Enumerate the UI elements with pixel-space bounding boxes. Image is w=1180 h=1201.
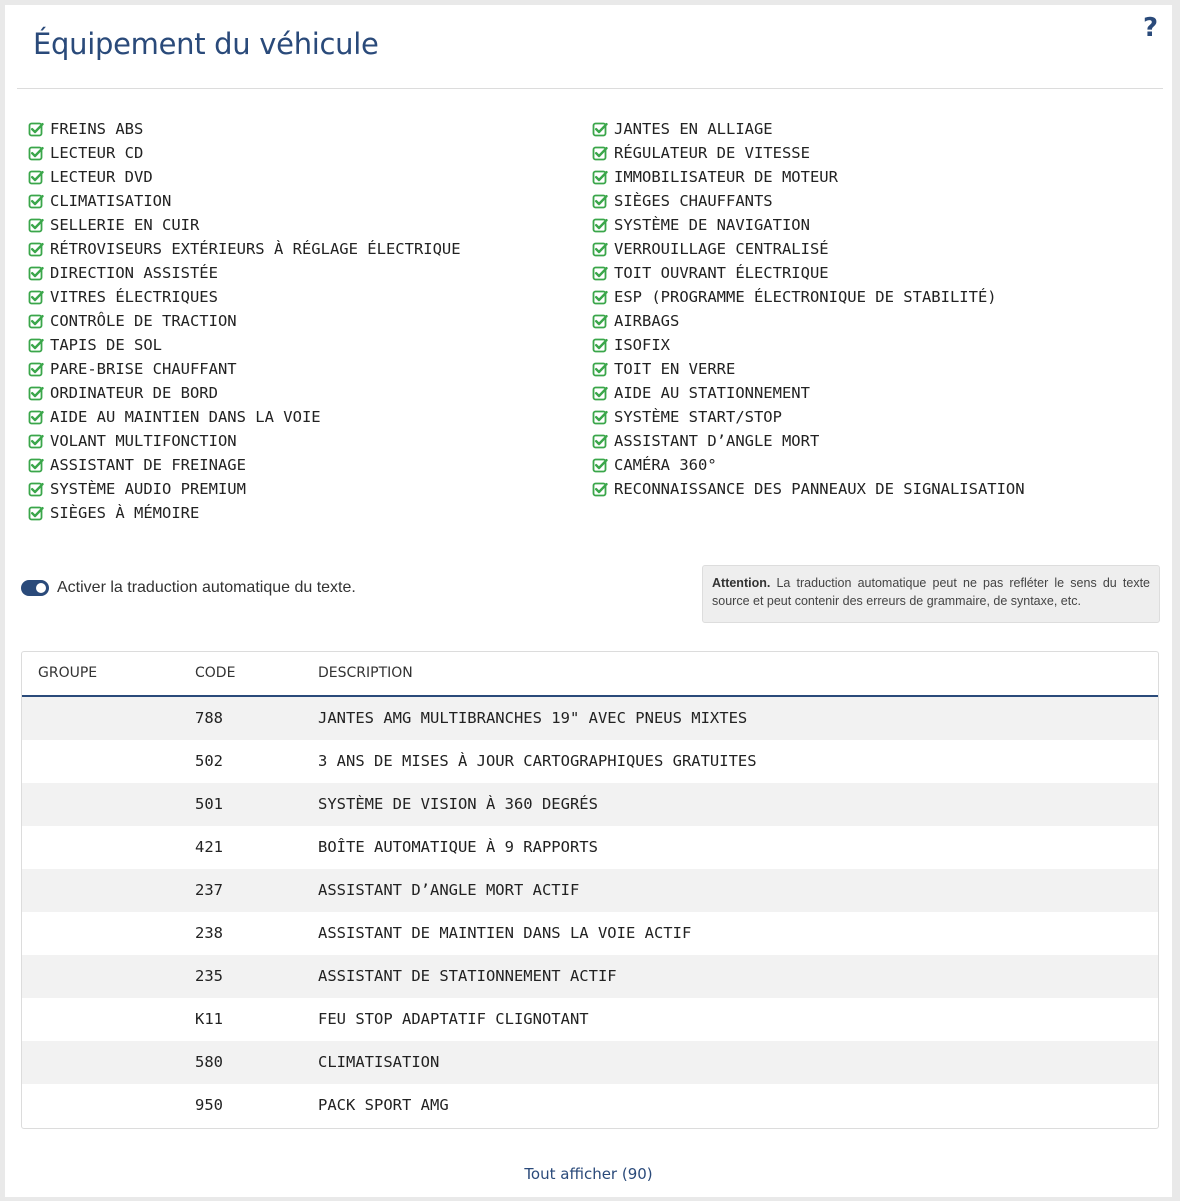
feature-item xyxy=(28,381,461,405)
feature-item xyxy=(28,453,461,477)
cell-description: ASSISTANT D’ANGLE MORT ACTIF xyxy=(318,881,580,899)
feature-label: RECONNAISSANCE DES PANNEAUX DE SIGNALISATION xyxy=(614,480,1025,498)
check-icon xyxy=(592,481,608,497)
feature-label: LECTEUR CD xyxy=(50,144,144,162)
cell-description: ASSISTANT DE STATIONNEMENT ACTIF xyxy=(318,967,617,985)
check-icon xyxy=(592,361,608,377)
page-title: Équipement du véhicule xyxy=(33,27,379,61)
feature-item xyxy=(592,213,1025,237)
feature-label: PARE-BRISE CHAUFFANT xyxy=(50,360,237,378)
feature-label: SYSTÈME AUDIO PREMIUM xyxy=(50,480,246,498)
feature-label: ASSISTANT DE FREINAGE xyxy=(50,456,246,474)
check-icon xyxy=(28,313,44,329)
check-icon xyxy=(592,409,608,425)
feature-item xyxy=(592,285,1025,309)
feature-item xyxy=(28,309,461,333)
check-icon xyxy=(592,457,608,473)
feature-item xyxy=(592,429,1025,453)
check-icon xyxy=(28,433,44,449)
feature-item xyxy=(28,285,461,309)
feature-item xyxy=(28,333,461,357)
feature-item xyxy=(28,141,461,165)
table-row xyxy=(22,955,1158,998)
feature-label: CONTRÔLE DE TRACTION xyxy=(50,312,237,330)
feature-item xyxy=(592,453,1025,477)
cell-description: ASSISTANT DE MAINTIEN DANS LA VOIE ACTIF xyxy=(318,924,692,942)
feature-item xyxy=(592,261,1025,285)
check-icon xyxy=(592,217,608,233)
warning-text: La traduction automatique peut ne pas refléter le sens du texte source et peut contenir des erreurs de grammaire, de syntaxe, etc. xyxy=(712,576,1150,608)
translation-toggle[interactable] xyxy=(21,580,49,596)
feature-label: SELLERIE EN CUIR xyxy=(50,216,200,234)
feature-label: ISOFIX xyxy=(614,336,670,354)
feature-label: VOLANT MULTIFONCTION xyxy=(50,432,237,450)
check-icon xyxy=(592,385,608,401)
feature-item xyxy=(28,261,461,285)
check-icon xyxy=(592,433,608,449)
table-body xyxy=(22,697,1158,1127)
feature-label: DIRECTION ASSISTÉE xyxy=(50,264,218,282)
feature-list-left xyxy=(28,117,461,525)
feature-list-right xyxy=(592,117,1025,501)
table-row xyxy=(22,783,1158,826)
feature-label: RÉTROVISEURS EXTÉRIEURS À RÉGLAGE ÉLECTRIQUE xyxy=(50,240,461,258)
check-icon xyxy=(28,265,44,281)
cell-code: 235 xyxy=(195,967,223,985)
check-icon xyxy=(28,241,44,257)
table-row xyxy=(22,1084,1158,1127)
cell-description: BOÎTE AUTOMATIQUE À 9 RAPPORTS xyxy=(318,838,598,856)
translation-warning xyxy=(702,565,1160,623)
cell-description: SYSTÈME DE VISION À 360 DEGRÉS xyxy=(318,795,598,813)
cell-description: FEU STOP ADAPTATIF CLIGNOTANT xyxy=(318,1010,589,1028)
cell-code: 421 xyxy=(195,838,223,856)
feature-label: VITRES ÉLECTRIQUES xyxy=(50,288,218,306)
feature-item xyxy=(592,477,1025,501)
feature-label: AIDE AU MAINTIEN DANS LA VOIE xyxy=(50,408,321,426)
check-icon xyxy=(28,481,44,497)
check-icon xyxy=(592,313,608,329)
cell-description: 3 ANS DE MISES À JOUR CARTOGRAPHIQUES GRATUITES xyxy=(318,752,757,770)
feature-label: ORDINATEUR DE BORD xyxy=(50,384,218,402)
cell-description: PACK SPORT AMG xyxy=(318,1096,449,1114)
feature-label: RÉGULATEUR DE VITESSE xyxy=(614,144,810,162)
check-icon xyxy=(28,409,44,425)
warning-title: Attention. xyxy=(712,576,771,590)
check-icon xyxy=(28,457,44,473)
feature-item xyxy=(592,405,1025,429)
check-icon xyxy=(592,265,608,281)
table-row xyxy=(22,697,1158,740)
check-icon xyxy=(592,121,608,137)
cell-code: 788 xyxy=(195,709,223,727)
header-divider xyxy=(17,88,1163,89)
cell-code: 950 xyxy=(195,1096,223,1114)
check-icon xyxy=(28,385,44,401)
header-code[interactable]: CODE xyxy=(195,665,236,681)
cell-code: 237 xyxy=(195,881,223,899)
cell-code: 238 xyxy=(195,924,223,942)
cell-code: K11 xyxy=(195,1010,223,1028)
feature-label: SIÈGES CHAUFFANTS xyxy=(614,192,773,210)
check-icon xyxy=(592,193,608,209)
feature-item xyxy=(592,309,1025,333)
feature-item xyxy=(592,381,1025,405)
feature-item xyxy=(28,477,461,501)
feature-label: SIÈGES À MÉMOIRE xyxy=(50,504,200,522)
cell-description: CLIMATISATION xyxy=(318,1053,440,1071)
feature-label: TOIT OUVRANT ÉLECTRIQUE xyxy=(614,264,829,282)
check-icon xyxy=(28,361,44,377)
help-icon[interactable]: ? xyxy=(1143,13,1159,43)
feature-label: SYSTÈME START/STOP xyxy=(614,408,782,426)
check-icon xyxy=(592,289,608,305)
check-icon xyxy=(592,169,608,185)
feature-label: CLIMATISATION xyxy=(50,192,172,210)
table-row xyxy=(22,1041,1158,1084)
check-icon xyxy=(592,241,608,257)
feature-item xyxy=(28,189,461,213)
feature-item xyxy=(592,189,1025,213)
check-icon xyxy=(28,505,44,521)
equipment-panel xyxy=(5,5,1172,1197)
feature-label: IMMOBILISATEUR DE MOTEUR xyxy=(614,168,838,186)
feature-item xyxy=(592,141,1025,165)
feature-item xyxy=(592,357,1025,381)
check-icon xyxy=(28,217,44,233)
feature-label: LECTEUR DVD xyxy=(50,168,153,186)
check-icon xyxy=(28,193,44,209)
check-icon xyxy=(28,337,44,353)
options-table xyxy=(21,651,1159,1129)
table-row xyxy=(22,912,1158,955)
feature-label: ESP (PROGRAMME ÉLECTRONIQUE DE STABILITÉ) xyxy=(614,288,997,306)
cell-description: JANTES AMG MULTIBRANCHES 19" AVEC PNEUS MIXTES xyxy=(318,709,748,727)
feature-label: ASSISTANT D’ANGLE MORT xyxy=(614,432,820,450)
header-group[interactable]: GROUPE xyxy=(38,665,98,681)
feature-label: TOIT EN VERRE xyxy=(614,360,736,378)
check-icon xyxy=(28,169,44,185)
feature-label: FREINS ABS xyxy=(50,120,144,138)
feature-item xyxy=(592,237,1025,261)
cell-code: 501 xyxy=(195,795,223,813)
table-row xyxy=(22,826,1158,869)
feature-item xyxy=(592,333,1025,357)
header-description[interactable]: DESCRIPTION xyxy=(318,665,413,681)
feature-item xyxy=(592,117,1025,141)
feature-label: TAPIS DE SOL xyxy=(50,336,162,354)
feature-item xyxy=(28,165,461,189)
feature-label: AIRBAGS xyxy=(614,312,680,330)
feature-item xyxy=(592,165,1025,189)
translation-toggle-label: Activer la traduction automatique du texte. xyxy=(57,579,356,596)
feature-label: JANTES EN ALLIAGE xyxy=(614,120,773,138)
feature-item xyxy=(28,405,461,429)
cell-code: 580 xyxy=(195,1053,223,1071)
feature-label: CAMÉRA 360° xyxy=(614,456,717,474)
table-row xyxy=(22,740,1158,783)
feature-item xyxy=(28,357,461,381)
feature-item xyxy=(28,237,461,261)
feature-item xyxy=(28,429,461,453)
feature-label: VERROUILLAGE CENTRALISÉ xyxy=(614,240,829,258)
check-icon xyxy=(592,337,608,353)
cell-code: 502 xyxy=(195,752,223,770)
table-row xyxy=(22,998,1158,1041)
check-icon xyxy=(592,145,608,161)
check-icon xyxy=(28,121,44,137)
show-all-link[interactable]: Tout afficher (90) xyxy=(524,1165,653,1183)
feature-item xyxy=(28,501,461,525)
table-header xyxy=(22,652,1158,697)
check-icon xyxy=(28,145,44,161)
check-icon xyxy=(28,289,44,305)
feature-label: SYSTÈME DE NAVIGATION xyxy=(614,216,810,234)
feature-label: AIDE AU STATIONNEMENT xyxy=(614,384,810,402)
feature-item xyxy=(28,213,461,237)
translation-toggle-row xyxy=(21,579,356,597)
feature-item xyxy=(28,117,461,141)
table-row xyxy=(22,869,1158,912)
